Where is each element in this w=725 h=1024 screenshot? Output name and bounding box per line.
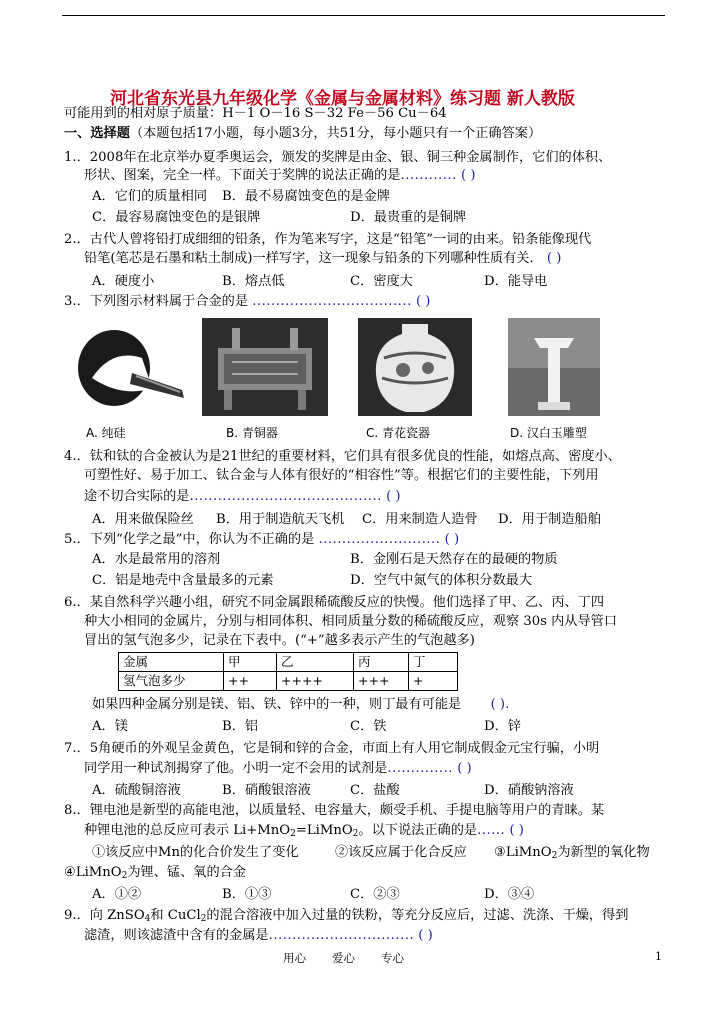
q3-caption-d: D. 汉白玉雕塑 <box>510 426 587 440</box>
table-header-cell: 甲 <box>224 653 277 672</box>
section-title: 一、选择题 <box>64 126 130 141</box>
page-number: 1 <box>655 950 662 963</box>
q9-stem-part: 9.．向 ZnSO <box>64 908 145 923</box>
header-rule <box>62 15 665 16</box>
q8-statement-2: ②该反应属于化合反应 <box>335 845 467 860</box>
q6-line4 <box>92 695 509 715</box>
table-cell: ++ <box>224 672 277 691</box>
q3-line1 <box>64 292 430 312</box>
page-footer <box>283 950 430 966</box>
q3-caption-b: B. 青铜器 <box>226 426 278 440</box>
q1-option-d: D．最贵重的是铜牌 <box>350 210 467 225</box>
q8-statement-3 <box>494 843 650 866</box>
hydrogen-bubble-table <box>118 652 458 691</box>
q7-dots: .............. <box>387 761 453 776</box>
q8-statement-part: 为新型的氧化物 <box>557 845 650 860</box>
q5-option-b: B．金刚石是天然存在的最硬的物质 <box>350 552 558 567</box>
q9-answer-paren: ( ) <box>418 928 433 943</box>
q8-option-d: D．③④ <box>484 887 535 902</box>
q4-answer-paren: ( ) <box>386 489 401 504</box>
q9-stem-part: 和 CuCl <box>150 908 201 923</box>
table-cell: +++ <box>354 672 409 691</box>
q4-option-a: A．用来做保险丝 <box>92 512 194 527</box>
q8-statement-part: ④LiMnO <box>64 865 122 880</box>
q1-option-b: B．最不易腐蚀变色的是金牌 <box>222 189 390 204</box>
q2-option-b: B．熔点低 <box>222 274 285 289</box>
q2-option-d: D．能导电 <box>484 274 548 289</box>
q8-stem-part: =LiMnO <box>295 823 353 838</box>
q2-line1: 2.．古代人曾将铅打成细细的铅条，作为笔来写字，这是“铅笔”一词的由来。铅条能像现代 <box>64 232 592 247</box>
q6-option-b: B．铝 <box>222 719 259 734</box>
q7-stem: 同学用一种试剂揭穿了他。小明一定不会用的试剂是 <box>84 761 388 776</box>
q4-line1: 4.．钛和钛的合金被认为是21世纪的重要材料，它们具有很多优良的性能，如熔点高、密度小、 <box>64 449 621 464</box>
q8-stem-part: 。以下说法正确的是 <box>358 823 478 838</box>
q8-answer-paren: ( ) <box>509 823 524 838</box>
q1-answer-paren: ( ) <box>461 168 476 183</box>
table-cell: + <box>409 672 458 691</box>
q8-option-c: C．②③ <box>350 887 400 902</box>
q8-statement-4 <box>64 863 246 886</box>
table-header-cell: 金属 <box>119 653 224 672</box>
q1-line2 <box>84 166 476 186</box>
q2-option-c: C．密度大 <box>350 274 413 289</box>
table-header-row <box>119 653 458 672</box>
table-header-cell: 丙 <box>354 653 409 672</box>
q8-statement-1: ①该反应中Mn的化合价发生了变化 <box>92 845 299 860</box>
table-header-cell: 乙 <box>277 653 354 672</box>
subscript: 2 <box>290 829 296 839</box>
q4-line2: 可塑性好、易于加工、钛合金与人体有很好的“相容性”等。根据它们的主要性能，下列用 <box>84 468 599 483</box>
q9-stem-part: 的混合溶液中加入过量的铁粉，等充分反应后，过滤、洗涤、干燥，得到 <box>206 908 629 923</box>
q7-option-a: A．硫酸铜溶液 <box>92 783 181 798</box>
q7-line1: 7.．5角硬币的外观呈金黄色，它是铜和锌的合金，市面上有人用它制成假金元宝行骗，小明 <box>64 741 600 756</box>
q5-option-d: D．空气中氮气的体积分数最大 <box>350 573 533 588</box>
subscript: 2 <box>352 829 359 839</box>
q7-option-b: B．硝酸银溶液 <box>222 783 311 798</box>
q1-stem: 形状、图案，完全一样。下面关于奖牌的说法正确的是 <box>84 168 401 183</box>
q5-option-a: A．水是最常用的溶剂 <box>92 552 221 567</box>
footer-text: 用心 <box>283 951 306 965</box>
q6-stem: 如果四种金属分别是镁、铝、铁、锌中的一种，则丁最有可能是 <box>92 697 462 712</box>
q8-statement-part: ③LiMnO <box>494 845 552 860</box>
q4-stem: 途不切合实际的是 <box>84 489 190 504</box>
q5-answer-paren: ( ) <box>444 532 460 547</box>
white-marble-sculpture-image <box>508 318 600 416</box>
pure-silicon-image <box>72 318 192 416</box>
footer-text: 爱心 <box>332 951 355 965</box>
subscript: 2 <box>200 914 207 924</box>
q7-line2 <box>84 759 472 779</box>
q8-option-b: B．①③ <box>222 887 272 902</box>
q3-stem: 3.．下列图示材料属于合金的是 <box>64 294 249 309</box>
q6-line1: 6.．某自然科学兴趣小组，研究不同金属跟稀硫酸反应的快慢。他们选择了甲、乙、丙、丁四 <box>64 595 605 610</box>
q4-dots: ......................................... <box>189 489 382 504</box>
page-title: 河北省东光县九年级化学《金属与金属材料》练习题 新人教版 <box>110 89 575 109</box>
section-desc: （本题包括17小题，每小题3分，共51分，每小题只有一个正确答案） <box>129 126 542 141</box>
q5-stem: 5.．下列“化学之最”中，你认为不正确的是 <box>64 532 315 547</box>
q6-option-a: A．镁 <box>92 719 128 734</box>
q2-option-a: A．硬度小 <box>92 274 155 289</box>
q3-answer-paren: ( ) <box>415 294 431 309</box>
q3-caption-c: C. 青花瓷器 <box>366 426 431 440</box>
table-cell: 氢气泡多少 <box>119 672 224 691</box>
atomic-masses: 可能用到的相对原子质量：H－1 O－16 S－32 Fe－56 Cu－64 <box>64 106 447 121</box>
q6-answer-paren: ( ). <box>490 697 510 712</box>
subscript: 2 <box>121 871 128 881</box>
q7-option-c: C．盐酸 <box>350 783 400 798</box>
q4-option-d: D．用于制造船舶 <box>498 512 601 527</box>
q6-line3: 冒出的氢气泡多少，记录在下表中。(“+”越多表示产生的气泡越多) <box>84 633 475 648</box>
q2-stem: 铅笔(笔芯是石墨和粘土制成)一样写字，这一现象与铅条的下列哪种性质有关 <box>84 251 530 266</box>
q5-option-c: C．铝是地壳中含量最多的元素 <box>92 573 274 588</box>
table-header-cell: 丁 <box>409 653 458 672</box>
footer-text: 专心 <box>381 951 404 965</box>
bronze-vessel-image <box>202 318 328 416</box>
q2-line2: 铅笔(笔芯是石墨和粘土制成)一样写字，这一现象与铅条的下列哪种性质有关． ( ) <box>84 251 562 266</box>
q8-line2 <box>84 821 524 844</box>
blue-white-porcelain-image <box>358 318 472 416</box>
q7-answer-paren: ( ) <box>457 761 472 776</box>
q1-dots: ............ <box>400 168 457 183</box>
q6-line2: 种大小相同的金属片，分别与相同体积、相同质量分数的稀硫酸反应，观察 30s 内从导管口 <box>84 614 618 629</box>
q1-option-c: C．最容易腐蚀变色的是银牌 <box>92 210 261 225</box>
section-heading <box>64 124 541 144</box>
q8-statement-part: 为锂、锰、氧的合金 <box>127 865 247 880</box>
q9-stem: 滤渣，则该滤渣中含有的金属是 <box>84 928 269 943</box>
subscript: 4 <box>144 914 151 924</box>
q6-option-c: C．铁 <box>350 719 387 734</box>
q8-option-a: A．①② <box>92 887 142 902</box>
q5-dots: .......................... <box>318 532 441 547</box>
subscript: 2 <box>551 851 558 861</box>
q1-line1: 1.．2008年在北京举办夏季奥运会，颁发的奖牌是由金、银、铜三种金属制作，它们的体积、 <box>64 150 612 165</box>
table-cell: ++++ <box>277 672 354 691</box>
q8-dots: ...... <box>477 823 506 838</box>
table-row <box>119 672 458 691</box>
q9-line2 <box>84 926 433 946</box>
q7-option-d: D．硝酸钠溶液 <box>484 783 574 798</box>
q3-dots: .................................. <box>252 294 412 309</box>
q2-answer-paren: ( ) <box>546 251 562 266</box>
q6-option-d: D．锌 <box>484 719 521 734</box>
q5-line1 <box>64 530 459 550</box>
q4-option-b: B．用于制造航天飞机 <box>216 512 345 527</box>
q4-line3 <box>84 487 401 507</box>
q1-option-a: A．它们的质量相同 <box>92 189 208 204</box>
q3-caption-a: A. 纯硅 <box>86 426 126 440</box>
q8-line1: 8.．锂电池是新型的高能电池，以质量轻、电容量大，颇受手机、手提电脑等用户的青睐。某 <box>64 803 605 818</box>
q9-dots: ............................... <box>268 928 415 943</box>
q8-stem-part: 种锂电池的总反应可表示 Li+MnO <box>84 823 291 838</box>
q4-option-c: C．用来制造人造骨 <box>362 512 478 527</box>
